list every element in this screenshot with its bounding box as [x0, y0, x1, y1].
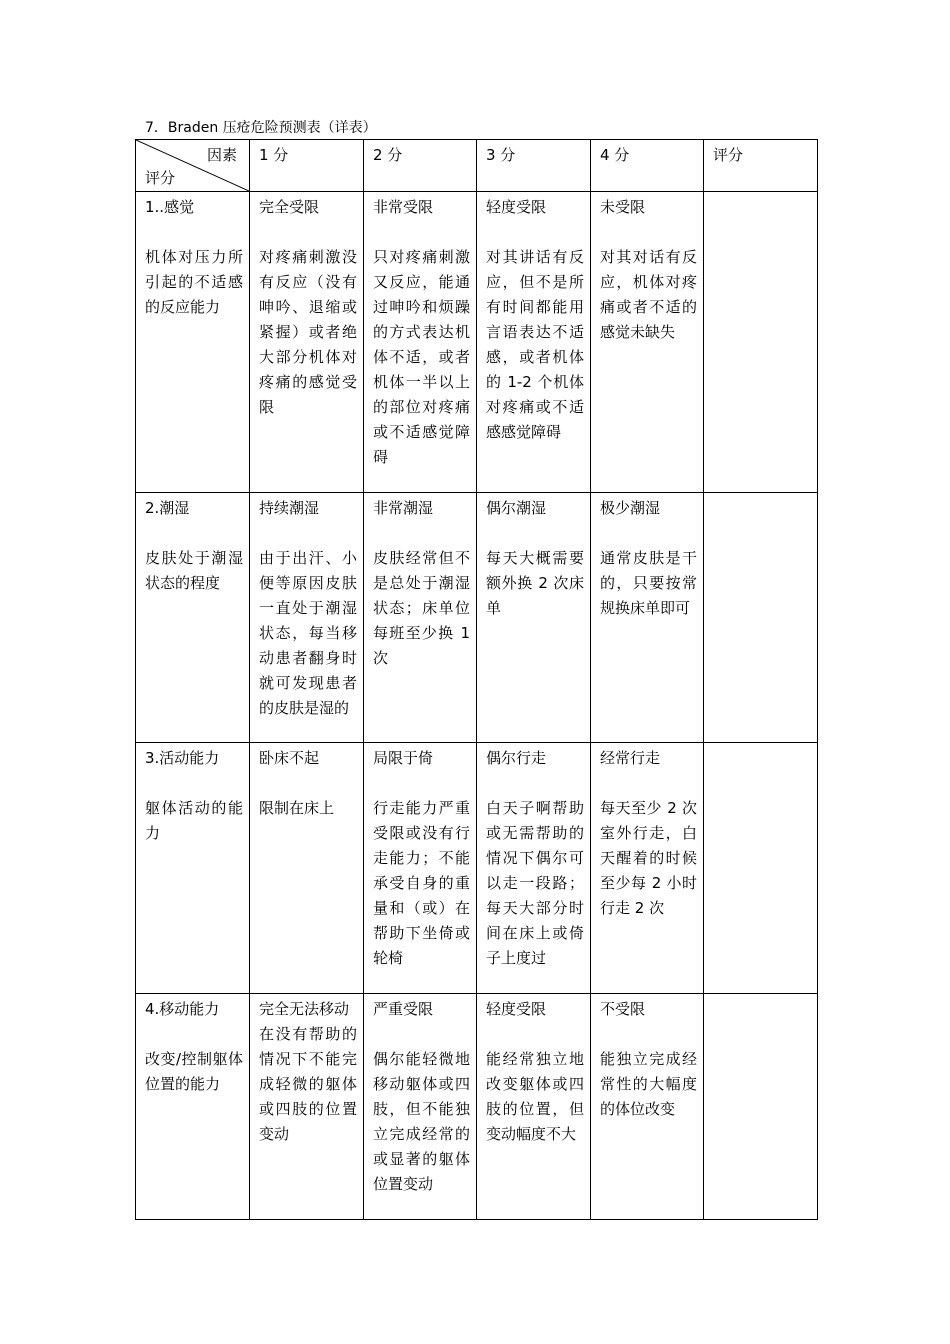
level-label: 轻度受限: [486, 198, 547, 216]
diagonal-header-cell: [136, 140, 250, 192]
level-description: 对其对话有反应，机体对疼痛或者不适的感觉未缺失: [600, 248, 697, 341]
factor-name: 4.移动能力: [145, 1000, 220, 1018]
score-cell-2: [364, 994, 477, 1220]
header-col-3: 3 分: [477, 140, 591, 192]
header-col-4: 4 分: [591, 140, 704, 192]
factor-cell: [136, 994, 250, 1220]
score-cell-1: [250, 192, 364, 493]
score-entry-cell[interactable]: [704, 493, 818, 743]
score-cell-3: [477, 743, 591, 994]
score-cell-2: [364, 493, 477, 743]
level-label: 非常受限: [373, 198, 434, 216]
header-score-label: 评分: [145, 169, 176, 187]
header-col-1: 1 分: [250, 140, 364, 192]
level-label: 完全无法移动: [259, 1000, 350, 1018]
level-description: 每天大概需要额外换 2 次床单: [486, 549, 584, 617]
score-cell-1: [250, 743, 364, 994]
level-label: 轻度受限: [486, 1000, 547, 1018]
level-label: 持续潮湿: [259, 499, 320, 517]
factor-description: 皮肤处于潮湿状态的程度: [145, 549, 243, 592]
level-label: 偶尔行走: [486, 749, 547, 767]
table-row-activity: [136, 743, 818, 994]
level-description: 通常皮肤是干的，只要按常规换床单即可: [600, 549, 697, 617]
level-description: 对其讲话有反应，但不是所有时间都能用言语表达不适感，或者机体的 1-2 个机体对疼痛或不适感感觉障碍: [486, 248, 584, 441]
table-header-row: [136, 140, 818, 192]
factor-name: 1..感觉: [145, 198, 195, 216]
braden-scale-table: [135, 139, 818, 1220]
score-cell-4: [591, 493, 704, 743]
factor-cell: [136, 192, 250, 493]
factor-description: 改变/控制躯体位置的能力: [145, 1050, 243, 1093]
level-label: 非常潮湿: [373, 499, 434, 517]
header-factor-label: 因素: [206, 146, 237, 164]
table-row-mobility: [136, 994, 818, 1220]
level-label: 卧床不起: [259, 749, 320, 767]
factor-name: 3.活动能力: [145, 749, 220, 767]
score-cell-4: [591, 743, 704, 994]
level-description: 限制在床上: [259, 799, 335, 817]
score-entry-cell[interactable]: [704, 192, 818, 493]
score-cell-2: [364, 192, 477, 493]
score-entry-cell[interactable]: [704, 743, 818, 994]
score-cell-1: [250, 493, 364, 743]
score-cell-2: [364, 743, 477, 994]
document-title: 7．Braden 压疮危险预测表（详表）: [145, 120, 377, 136]
level-description: 皮肤经常但不是总处于潮湿状态；床单位每班至少换 1 次: [373, 549, 470, 667]
level-label: 极少潮湿: [600, 499, 661, 517]
level-label: 局限于倚: [373, 749, 434, 767]
header-col-2: 2 分: [364, 140, 477, 192]
level-description: 偶尔能轻微地移动躯体或四肢，但不能独立完成经常的或显著的躯体位置变动: [373, 1050, 470, 1193]
level-description: 在没有帮助的情况下不能完成轻微的躯体或四肢的位置变动: [259, 1025, 357, 1143]
level-label: 经常行走: [600, 749, 661, 767]
factor-cell: [136, 743, 250, 994]
score-cell-4: [591, 192, 704, 493]
level-description: 能独立完成经常性的大幅度的体位改变: [600, 1050, 697, 1118]
score-cell-4: [591, 994, 704, 1220]
table-row-moisture: [136, 493, 818, 743]
factor-cell: [136, 493, 250, 743]
factor-name: 2.潮湿: [145, 499, 190, 517]
level-description: 对疼痛刺激没有反应（没有呻吟、退缩或紧握）或者绝大部分机体对疼痛的感觉受限: [259, 248, 357, 416]
level-label: 完全受限: [259, 198, 320, 216]
level-label: 严重受限: [373, 1000, 434, 1018]
header-col-score: 评分: [704, 140, 818, 192]
level-description: 只对疼痛刺激又反应，能通过呻吟和烦躁的方式表达机体不适，或者机体一半以上的部位对疼痛或不适感觉障碍: [373, 248, 470, 466]
score-cell-3: [477, 493, 591, 743]
score-entry-cell[interactable]: [704, 994, 818, 1220]
score-cell-3: [477, 192, 591, 493]
score-cell-3: [477, 994, 591, 1220]
level-label: 未受限: [600, 198, 646, 216]
score-cell-1: [250, 994, 364, 1220]
factor-description: 机体对压力所引起的不适感的反应能力: [145, 248, 243, 316]
factor-description: 躯体活动的能力: [145, 799, 243, 842]
level-label: 偶尔潮湿: [486, 499, 547, 517]
level-description: 每天至少 2 次室外行走，白天醒着的时候至少每 2 小时行走 2 次: [600, 799, 697, 917]
level-description: 行走能力严重受限或没有行走能力；不能承受自身的重量和（或）在帮助下坐倚或轮椅: [373, 799, 470, 967]
level-description: 由于出汗、小便等原因皮肤一直处于潮湿状态，每当移动患者翻身时就可发现患者的皮肤是湿的: [259, 549, 357, 717]
table-row-sensory: [136, 192, 818, 493]
level-description: 白天子啊帮助或无需帮助的情况下偶尔可以走一段路；每天大部分时间在床上或倚子上度过: [486, 799, 584, 967]
level-label: 不受限: [600, 1000, 646, 1018]
level-description: 能经常独立地改变躯体或四肢的位置，但变动幅度不大: [486, 1050, 584, 1143]
